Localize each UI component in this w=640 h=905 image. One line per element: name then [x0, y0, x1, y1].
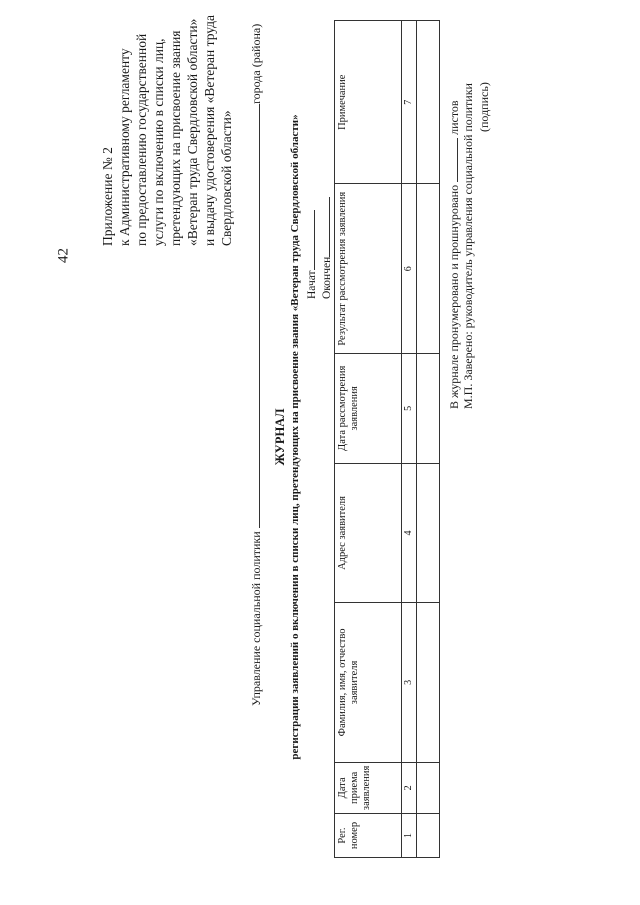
column-number-row — [402, 21, 417, 858]
column-header: Дата рассмотрения заявления — [335, 353, 402, 463]
rotated-document-content — [77, 0, 607, 874]
table-cell — [417, 21, 440, 184]
appendix-line: «Ветеран труда Свердловской области» — [185, 18, 200, 246]
table-cell — [417, 762, 440, 813]
column-number: 7 — [402, 21, 417, 184]
sheets-fill-line — [448, 138, 458, 182]
table-cell — [417, 603, 440, 762]
appendix-line: Свердловской области» — [219, 110, 234, 246]
column-header: Дата приема заявления — [335, 762, 402, 813]
table-cell — [417, 463, 440, 603]
journal-subtitle: регистрации заявлений о включении в списки лиц, претендующих на присвоение звания «Ветеран труда Свердловской области» — [289, 114, 301, 760]
department-label: Управление социальной политики — [249, 531, 263, 706]
finished-line — [320, 197, 333, 299]
numbered-label: В журнале пронумеровано и прошнуровано — [447, 184, 461, 409]
page-number: 42 — [55, 248, 72, 263]
appendix-line: по предоставлению государственной — [134, 33, 149, 246]
city-label: города (района) — [249, 23, 263, 104]
started-fill-line — [305, 210, 315, 270]
table-cell — [417, 184, 440, 353]
table-header-row — [335, 21, 402, 858]
department-fill-line — [249, 228, 260, 528]
column-header: Результат рассмотрения заявления — [335, 184, 402, 353]
table-row — [417, 21, 440, 858]
column-header: Рег. номер — [335, 814, 402, 858]
column-number: 4 — [402, 463, 417, 603]
city-fill-line — [249, 104, 260, 254]
column-header: Фамилия, имя, отчество заявителя — [335, 603, 402, 762]
appendix-block — [99, 0, 235, 246]
numbered-line — [447, 100, 462, 409]
sheets-label: листов — [447, 100, 461, 135]
journal-title-block — [273, 60, 303, 814]
appendix-line: услуги по включению в списки лиц, — [151, 38, 166, 246]
column-number: 1 — [402, 814, 417, 858]
column-number: 3 — [402, 603, 417, 762]
journal-table — [334, 20, 440, 858]
column-number: 2 — [402, 762, 417, 813]
finished-label: Окончен — [321, 256, 333, 299]
column-number: 6 — [402, 184, 417, 353]
finished-fill-line — [320, 197, 330, 257]
department-line — [249, 228, 264, 706]
column-header: Адрес заявителя — [335, 463, 402, 603]
appendix-line: к Административному регламенту — [117, 48, 132, 246]
column-header: Примечание — [335, 21, 402, 184]
certified-line: М.П. Заверено: руководитель управления социальной политики — [461, 83, 475, 409]
appendix-line: Приложение № 2 — [100, 147, 115, 246]
city-line — [249, 24, 264, 254]
started-line — [305, 210, 318, 299]
appendix-line: претендующих на присвоение звания — [168, 30, 183, 246]
table-cell — [417, 814, 440, 858]
column-number: 5 — [402, 353, 417, 463]
signature-label: (подпись) — [477, 82, 491, 132]
appendix-line: и выдачу удостоверения «Ветеран труда — [202, 14, 217, 246]
journal-title: ЖУРНАЛ — [273, 408, 287, 466]
table-cell — [417, 353, 440, 463]
started-label: Начат — [306, 270, 318, 299]
